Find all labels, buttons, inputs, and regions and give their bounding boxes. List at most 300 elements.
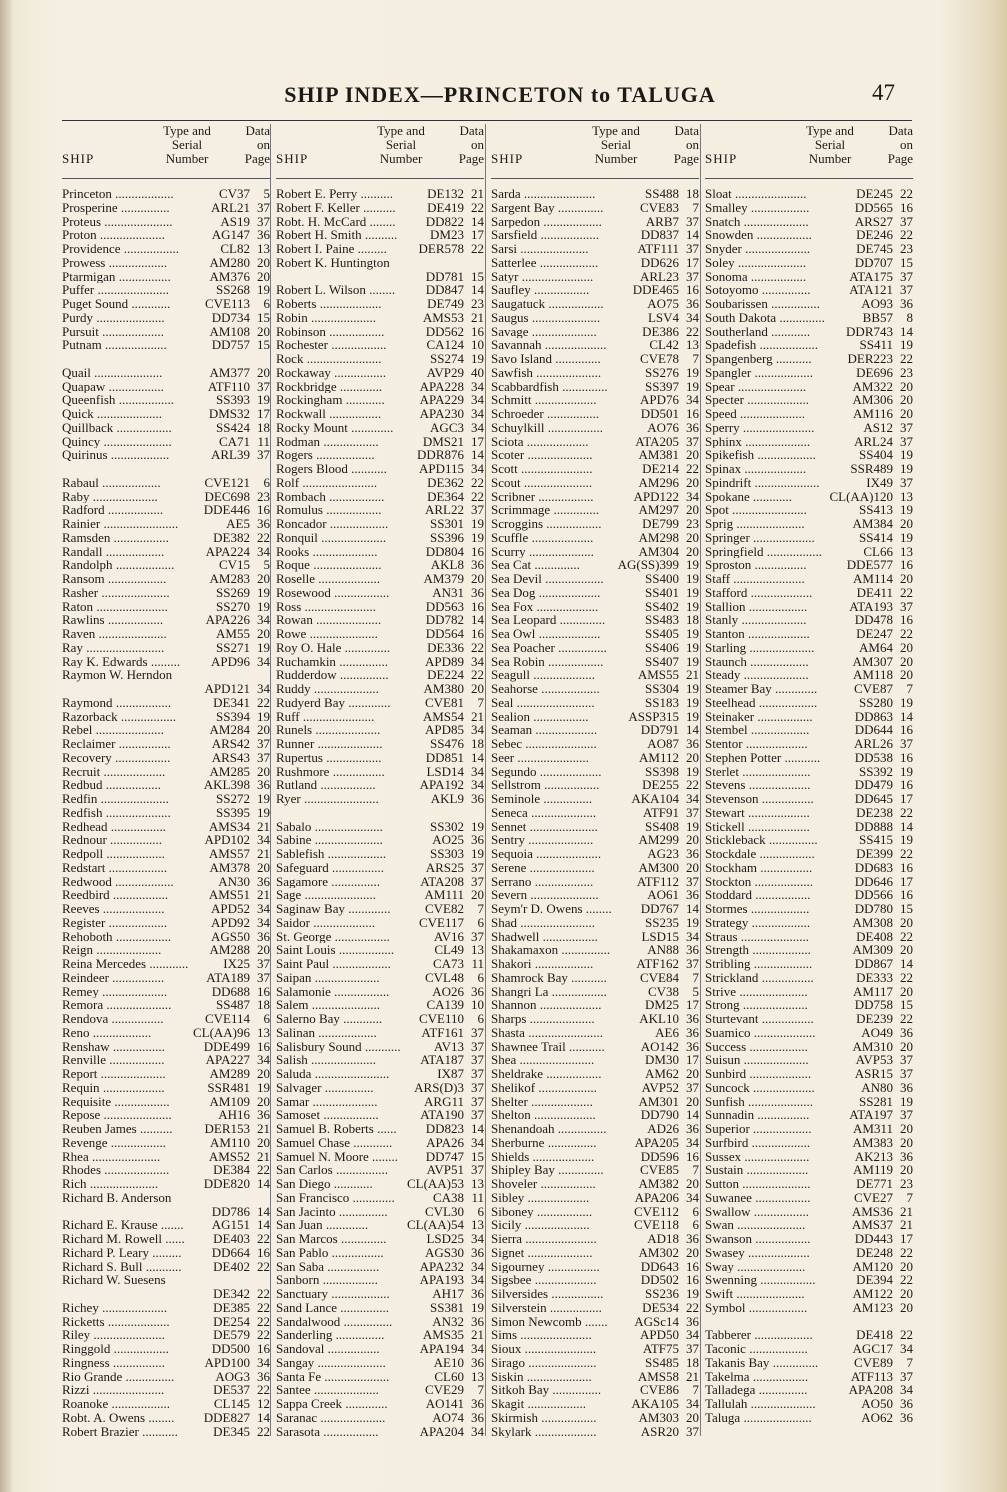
type-serial-number: SS398 — [645, 764, 679, 779]
data-page-number: 17 — [686, 1053, 699, 1067]
data-page-number: 36 — [257, 929, 270, 944]
leader-dots: ................. — [539, 929, 598, 944]
leader-dots: ................ — [548, 1287, 604, 1301]
data-page-number: 20 — [257, 1135, 270, 1150]
leader-dots: .................. — [105, 255, 168, 270]
type-serial-number: AM120 — [852, 1259, 893, 1274]
ship-name: Sterlet ..................... — [705, 764, 811, 779]
data-page-number: 37 — [257, 970, 270, 985]
data-page-number: 20 — [257, 365, 270, 380]
ship-entry — [491, 1150, 699, 1164]
data-page-number: 37 — [900, 214, 913, 229]
leader-dots: .................... — [740, 1053, 809, 1067]
ship-entry — [62, 1260, 270, 1274]
ship-entry — [276, 201, 484, 215]
ship-name: Suwanee ................. — [705, 1190, 811, 1205]
ship-entry — [491, 737, 699, 751]
leader-dots: ..................... — [86, 1177, 159, 1191]
ship-entry — [62, 998, 270, 1012]
type-serial-number: ATA193 — [849, 599, 893, 614]
type-serial-number: APA205 — [634, 1135, 679, 1150]
ship-entry — [62, 545, 270, 559]
ship-entry — [276, 1081, 484, 1095]
ship-name: Satterlee .................. — [491, 255, 599, 270]
ship-name: Rombach ................. — [276, 489, 385, 504]
ship-name: Sentry .................... — [491, 833, 594, 847]
type-serial-number: DM25 — [645, 998, 679, 1012]
data-page-number: 37 — [471, 929, 484, 944]
ship-entry — [276, 1342, 484, 1356]
type-serial-number: CVE112 — [633, 1204, 679, 1219]
ship-entry — [276, 297, 484, 311]
type-serial-number: AM280 — [209, 255, 250, 270]
type-serial-number: CVE81 — [425, 695, 464, 710]
leader-dots: ..................... — [734, 255, 807, 270]
type-serial-number: SS396 — [430, 530, 464, 545]
ship-name: Proteus ..................... — [62, 214, 173, 229]
ship-name: Sarda ...................... — [491, 187, 596, 201]
ship-entry — [276, 751, 484, 765]
ship-name: Richard P. Leary ......... — [62, 1245, 182, 1260]
ship-entry — [276, 517, 484, 531]
type-serial-number: ATF75 — [642, 1342, 679, 1356]
header-type-serial-line: Type and — [806, 123, 854, 138]
ship-entry — [276, 393, 484, 407]
type-serial-number: CL(AA)54 — [406, 1218, 464, 1232]
data-page-number: 22 — [900, 1273, 913, 1287]
ship-name: Sequoia .................... — [491, 847, 602, 861]
ship-name: Rowe ..................... — [276, 627, 378, 641]
ship-name: Rich ..................... — [62, 1177, 159, 1191]
ship-name: Scuffle ................... — [491, 530, 594, 545]
data-page-number: 19 — [257, 283, 270, 297]
ship-name: Raymond ................. — [62, 695, 172, 710]
leader-dots: .................... — [93, 943, 162, 957]
ship-name: Radford ................. — [62, 503, 164, 517]
ship-name: Robt. H. McCard ........ — [276, 214, 396, 229]
type-serial-number: DD791 — [640, 723, 679, 737]
ship-entry — [276, 256, 484, 270]
data-page-number: 19 — [686, 819, 699, 834]
ship-name: Spot ....................... — [705, 503, 807, 517]
leader-dots: .................... — [738, 613, 807, 627]
data-page-number: 36 — [471, 558, 484, 572]
type-serial-number: AM382 — [638, 1177, 679, 1191]
data-page-number: 17 — [471, 228, 484, 242]
ship-name: Sellstrom ................. — [491, 778, 600, 792]
data-page-number: 18 — [471, 737, 484, 751]
leader-dots: ................... — [743, 1163, 809, 1177]
leader-dots: ................... — [524, 1190, 590, 1205]
leader-dots: ................. — [750, 1204, 809, 1219]
ship-entry — [491, 1177, 699, 1191]
ship-name: Saufley ................. — [491, 283, 590, 297]
header-data-page-line: on — [686, 137, 699, 152]
ship-entry — [491, 1356, 699, 1370]
ship-entry — [705, 503, 913, 517]
leader-dots: ................. — [105, 379, 164, 394]
leader-dots: ................. — [754, 709, 813, 724]
ship-name: Robert E. Perry .......... — [276, 187, 393, 201]
leader-dots: ............. — [322, 1218, 369, 1232]
type-serial-number: SS406 — [645, 640, 679, 655]
leader-dots: .............. — [341, 640, 391, 655]
type-serial-number: AO50 — [861, 1397, 893, 1411]
leader-dots: ................... — [523, 434, 589, 449]
leader-dots: ............. — [344, 695, 391, 710]
ship-name: Seal ........................ — [491, 695, 595, 710]
ship-name: Salish .................... — [276, 1053, 377, 1067]
data-page-number: 34 — [471, 1232, 484, 1246]
ship-entry — [705, 847, 913, 861]
leader-dots: ................... — [744, 805, 810, 820]
type-serial-number: DER578 — [418, 242, 464, 256]
ship-entry — [705, 1370, 913, 1384]
ship-entry — [62, 888, 270, 902]
ship-entry — [62, 1095, 270, 1109]
data-page-number: 20 — [900, 1300, 913, 1315]
leader-dots: ............... — [335, 654, 388, 669]
data-page-number: 37 — [900, 475, 913, 490]
ship-entry — [491, 1053, 699, 1067]
data-page-number: 40 — [471, 365, 484, 380]
ship-entry — [276, 641, 484, 655]
data-page-number: 37 — [257, 737, 270, 751]
data-page-number: 36 — [257, 1108, 270, 1122]
data-page-number: 17 — [686, 255, 699, 270]
ship-entry — [276, 655, 484, 669]
type-serial-number: AVP29 — [426, 365, 464, 380]
ship-name: Stembel .................. — [705, 723, 810, 737]
type-serial-number: AGSc14 — [634, 1314, 679, 1329]
header-ship-label: SHIP — [705, 151, 738, 166]
data-page-number: 18 — [686, 1355, 699, 1370]
ship-name: Runner .................... — [276, 737, 383, 751]
type-serial-number: SS269 — [216, 585, 250, 600]
ship-name: Speed .................... — [705, 407, 806, 421]
data-page-number: 34 — [471, 723, 484, 737]
leader-dots: ...................... — [731, 187, 807, 201]
data-page-number: 17 — [257, 407, 270, 421]
ship-entry — [62, 985, 270, 999]
data-page-number: 22 — [257, 1328, 270, 1342]
data-page-number: 37 — [686, 957, 699, 971]
leader-dots: ...................... — [522, 1232, 597, 1246]
ship-name: Ransom .................. — [62, 572, 167, 586]
ship-name: Sigsbee ................... — [491, 1273, 597, 1287]
data-page-number: 37 — [257, 957, 270, 971]
leader-dots: ................ — [329, 764, 385, 779]
ship-entry — [705, 545, 913, 559]
index-column-4 — [705, 124, 913, 1444]
ship-entry — [276, 930, 484, 944]
ship-name: Raven ..................... — [62, 627, 167, 641]
ship-name: Stallion .................. — [705, 599, 808, 614]
data-page-number: 22 — [257, 695, 270, 710]
ship-name: Stanton ................... — [705, 627, 810, 641]
ship-name: Saint Paul .................. — [276, 957, 391, 971]
data-page-number: 16 — [257, 1039, 270, 1054]
ship-entry — [705, 215, 913, 229]
ship-entry — [491, 943, 699, 957]
ship-entry — [491, 228, 699, 242]
data-page-number: 15 — [900, 998, 913, 1012]
leader-dots: ..................... — [740, 1410, 812, 1425]
type-serial-number: AM110 — [210, 1135, 250, 1150]
ship-entry — [276, 380, 484, 394]
leader-dots: ................ — [758, 970, 814, 985]
ship-name: Stanly .................... — [705, 613, 807, 627]
leader-dots: ................... — [742, 737, 808, 751]
ship-entry — [62, 1232, 270, 1246]
type-serial-number: DE214 — [642, 462, 679, 476]
leader-dots: .................... — [524, 1245, 593, 1260]
ship-name: Richey .................... — [62, 1300, 168, 1315]
leader-dots: ................. — [327, 338, 387, 352]
ship-name: Sagamore ............... — [276, 874, 380, 889]
data-page-number: 22 — [257, 1287, 270, 1301]
page-title: SHIP INDEX—PRINCETON to TALUGA — [284, 82, 716, 107]
type-serial-number: CL82 — [220, 242, 250, 256]
leader-dots: .................... — [740, 214, 809, 229]
ship-name: Sealion ................. — [491, 709, 589, 724]
ship-entry — [491, 421, 699, 435]
leader-dots: ...................... — [89, 1383, 165, 1397]
data-page-number: 36 — [900, 297, 913, 311]
ship-name: Robert L. Wilson ........ — [276, 283, 396, 297]
type-serial-number: DD644 — [854, 723, 893, 737]
data-page-number: 15 — [900, 902, 913, 916]
data-page-number: 6 — [263, 1012, 270, 1026]
data-page-number: 16 — [471, 324, 484, 339]
data-page-number: 15 — [257, 310, 270, 325]
leader-dots: ........ — [145, 1410, 175, 1425]
type-serial-number: AM118 — [853, 668, 893, 682]
data-page-number: 34 — [257, 544, 270, 559]
data-page-number: 21 — [257, 1122, 270, 1136]
data-page-number: 36 — [686, 737, 699, 751]
data-page-number: 34 — [471, 1342, 484, 1356]
ship-entry — [62, 421, 270, 435]
leader-dots: .................. — [749, 1122, 812, 1136]
ship-entry — [62, 517, 270, 531]
data-page-number: 20 — [257, 764, 270, 779]
ship-name: Roanoke .................. — [62, 1397, 170, 1411]
ship-name: Raymon W. Herndon — [62, 668, 173, 682]
type-serial-number: SS302 — [430, 819, 464, 834]
ship-name: Puget Sound ............ — [62, 297, 171, 311]
ship-entry — [62, 765, 270, 779]
type-serial-number: SS401 — [645, 585, 679, 600]
leader-dots: ........ — [365, 283, 396, 297]
type-serial-number: DD707 — [854, 255, 893, 270]
ship-entry — [491, 380, 699, 394]
leader-dots: .................. — [111, 187, 174, 201]
ship-entry — [491, 352, 699, 366]
ship-entry — [276, 407, 484, 421]
data-page-number: 37 — [471, 1025, 484, 1040]
data-page-number: 21 — [257, 819, 270, 834]
type-serial-number: DD538 — [854, 750, 893, 765]
ship-name: Suamico ................... — [705, 1025, 816, 1040]
ship-name: Santa Fe .................... — [276, 1369, 390, 1384]
data-page-number: 19 — [257, 599, 270, 614]
ship-entry — [62, 682, 270, 696]
data-page-number: 7 — [692, 1163, 699, 1177]
ship-name: Seym'r D. Owens ........ — [491, 902, 612, 916]
ship-name: Sunbird ................... — [705, 1067, 812, 1081]
ship-entry — [705, 723, 913, 737]
ship-entry — [276, 1260, 484, 1274]
ship-entry — [276, 998, 484, 1012]
ship-entry — [276, 1012, 484, 1026]
leader-dots: ................. — [110, 1342, 169, 1356]
data-page-number: 22 — [471, 640, 484, 655]
leader-dots: ................... — [744, 1245, 810, 1260]
data-page-number: 13 — [471, 943, 484, 957]
leader-dots: .................. — [111, 874, 174, 889]
ship-name: Robinson ................. — [276, 324, 385, 339]
type-serial-number: SS488 — [645, 187, 679, 201]
ship-name: Rogers .................. — [276, 448, 375, 462]
type-serial-number: SS424 — [216, 420, 250, 435]
data-page-number: 20 — [900, 407, 913, 421]
leader-dots: .................... — [102, 805, 171, 820]
ship-entry — [491, 792, 699, 806]
ship-name: Reuben James .......... — [62, 1122, 173, 1136]
ship-name: Puffer ...................... — [62, 283, 170, 297]
leader-dots: ................. — [107, 819, 166, 834]
data-page-number: 22 — [686, 1300, 699, 1315]
page-number: 47 — [872, 80, 895, 105]
ship-entry — [491, 517, 699, 531]
type-serial-number: SS268 — [216, 283, 250, 297]
ship-entry — [276, 723, 484, 737]
ship-name: Roselle ................... — [276, 572, 380, 586]
ship-name: Snowden ................. — [705, 228, 812, 242]
data-page-number: 22 — [686, 778, 699, 792]
ship-entry — [62, 1425, 270, 1439]
data-page-number: 36 — [257, 874, 270, 889]
type-serial-number: AMS51 — [208, 888, 250, 902]
data-page-number: 19 — [686, 695, 699, 710]
type-serial-number: CA124 — [426, 338, 464, 352]
type-serial-number: CL145 — [213, 1397, 250, 1411]
ship-entry — [276, 600, 484, 614]
ship-entry — [62, 187, 270, 201]
leader-dots: .................. — [746, 654, 809, 669]
ship-entry — [62, 1383, 270, 1397]
ship-entry — [491, 916, 699, 930]
data-page-number: 20 — [686, 475, 699, 490]
ship-entry — [491, 1342, 699, 1356]
leader-dots: ................... — [532, 723, 598, 737]
ship-name: Samoset ................. — [276, 1108, 379, 1122]
data-page-number: 36 — [471, 984, 484, 999]
type-serial-number: DE132 — [427, 187, 464, 201]
ship-entry — [62, 201, 270, 215]
data-page-number: 14 — [900, 957, 913, 971]
ship-name: Sandalwood ............... — [276, 1314, 393, 1329]
ship-entry — [276, 1067, 484, 1081]
leader-dots: ................... — [749, 1080, 815, 1095]
data-page-number: 22 — [257, 1163, 270, 1177]
data-page-number: 19 — [686, 558, 699, 572]
data-page-number: 22 — [900, 627, 913, 641]
ship-name: Stewart ................... — [705, 805, 810, 820]
leader-dots: ....... — [581, 1314, 608, 1329]
header-type-serial-line: Number — [808, 151, 852, 166]
data-page-number: 19 — [686, 640, 699, 655]
data-page-number: 22 — [900, 847, 913, 861]
type-serial-number: SS281 — [859, 1094, 893, 1109]
column-divider — [485, 124, 486, 1436]
data-page-number: 37 — [900, 283, 913, 297]
data-page-number: 22 — [900, 929, 913, 944]
ship-name: Rizzi ...................... — [62, 1383, 165, 1397]
leader-dots: ........... — [565, 1039, 605, 1054]
data-page-number: 22 — [900, 805, 913, 820]
ship-name: Talladega ............... — [705, 1383, 808, 1397]
type-serial-number: CVE118 — [633, 1218, 679, 1232]
ship-entry — [705, 297, 913, 311]
ship-entry — [705, 1287, 913, 1301]
data-page-number: 19 — [686, 379, 699, 394]
data-page-number: 22 — [471, 242, 484, 256]
data-page-number: 37 — [471, 1094, 484, 1109]
type-serial-number: ARS25 — [425, 860, 464, 875]
leader-dots: ................. — [320, 434, 379, 449]
type-serial-number: ATA190 — [420, 1108, 464, 1122]
ship-entry — [276, 1411, 484, 1425]
ship-entry — [705, 1163, 913, 1177]
ship-entry — [62, 325, 270, 339]
ship-entry — [705, 1301, 913, 1315]
ship-name: Shelter ................... — [491, 1094, 593, 1109]
ship-name: Seaman ................... — [491, 723, 598, 737]
type-serial-number: DD888 — [854, 819, 893, 834]
data-page-number: 34 — [686, 489, 699, 504]
type-serial-number: DE537 — [213, 1383, 250, 1397]
data-page-number: 20 — [900, 517, 913, 531]
leader-dots: ............... — [549, 1383, 602, 1397]
header-data-page-line: Data — [674, 123, 699, 138]
type-serial-number: DE254 — [213, 1314, 250, 1329]
ship-name: Richard M. Rowell ...... — [62, 1232, 185, 1246]
data-page-number: 34 — [471, 1424, 484, 1439]
ship-name: Pursuit ................... — [62, 324, 164, 339]
leader-dots: .................... — [741, 434, 811, 449]
ship-name: Scott ...................... — [491, 462, 593, 476]
ship-entry — [276, 366, 484, 380]
ship-entry — [62, 600, 270, 614]
ship-entry — [705, 270, 913, 284]
data-page-number: 16 — [900, 750, 913, 765]
ship-entry — [62, 270, 270, 284]
ship-entry — [491, 1425, 699, 1439]
ship-entry — [705, 833, 913, 847]
ship-entry — [62, 558, 270, 572]
type-serial-number: SS392 — [859, 764, 893, 779]
leader-dots: ............. — [342, 1397, 388, 1411]
data-page-number: 22 — [471, 489, 484, 504]
leader-dots: ................. — [112, 695, 172, 710]
data-page-number: 22 — [471, 200, 484, 215]
type-serial-number: CV38 — [647, 984, 679, 999]
data-page-number: 20 — [257, 860, 270, 875]
type-serial-number: DE749 — [427, 297, 464, 311]
ship-entry — [62, 861, 270, 875]
